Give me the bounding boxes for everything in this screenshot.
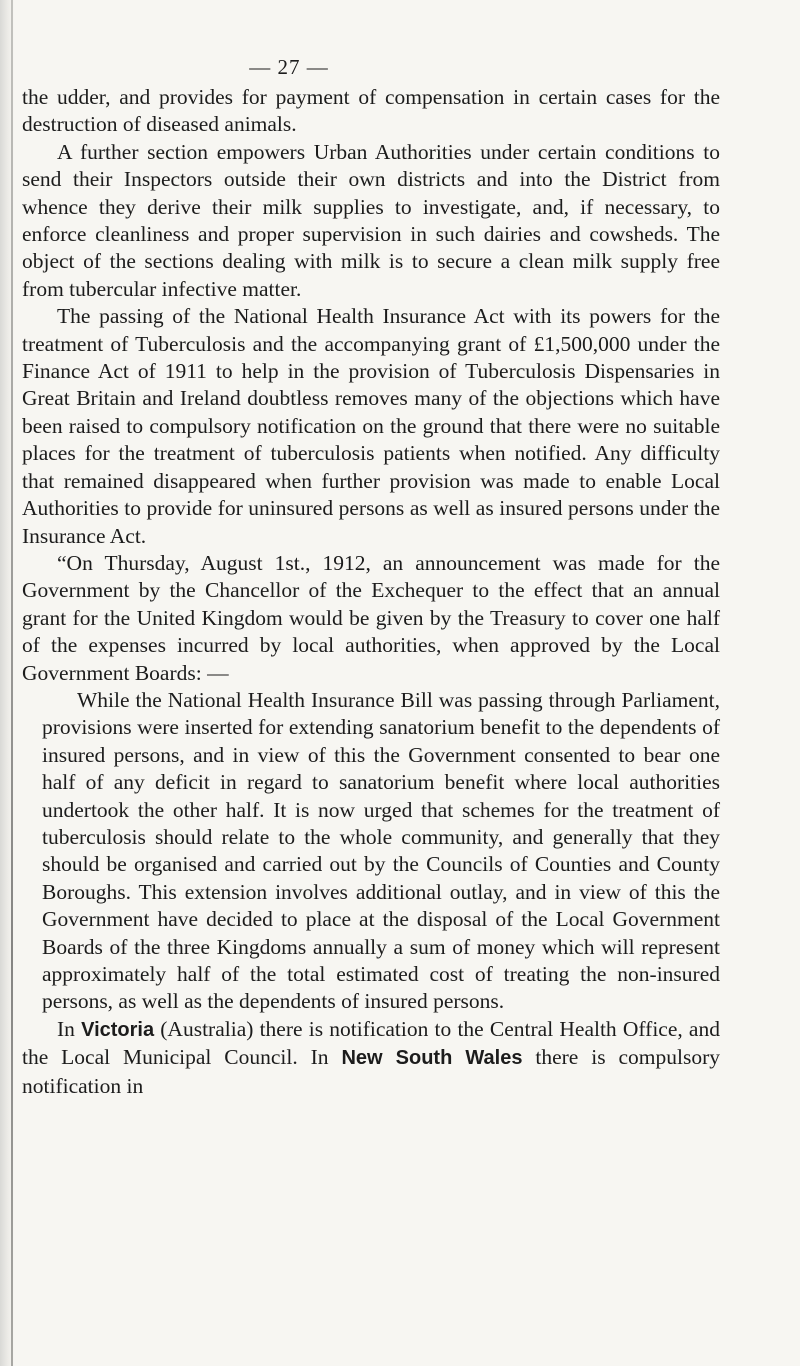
paragraph-announcement: “On Thursday, August 1st., 1912, an announcement was made for the Government by the Chancellor of the Exchequer to the effect that an annual grant for the United Kingdom would be given by the Treasury to cover one half of the expenses incurred by local authorities, when approved by the Local Government Boards: —	[22, 550, 720, 685]
paragraph-udder-continuation: the udder, and provides for payment of compensation in certain cases for the destruction of diseased animals.	[22, 85, 720, 137]
emphasis-victoria: Victoria	[81, 1018, 155, 1041]
text-fragment: there is compulsory notification in	[22, 1045, 720, 1098]
body-text	[22, 84, 720, 1100]
paragraph-urban-authorities: A further section empowers Urban Authorities under certain conditions to send their Inspectors outside their own districts and into the District from whence they derive their milk supplies to investigate, and, if necessary, to enforce cleanliness and proper supervision in such dairies and cowsheds. The object of the sections dealing with milk is to secure a clean milk supply free from tubercular infective matter.	[22, 139, 720, 301]
scan-binding-line	[11, 0, 13, 1366]
page-number: — 27 —	[249, 55, 329, 79]
text-fragment: In	[57, 1016, 82, 1041]
quoted-paragraph-sanatorium-benefit: While the National Health Insurance Bill was passing through Parliament, provisions were inserted for extending sanatorium benefit to the dependents of insured persons, and in view of this the Government consented to bear one half of any deficit in regard to sanatorium benefit where local authorities undertook the other half. It is now urged that schemes for the treatment of tuberculosis should relate to the whole community, and generally that they should be organised and carried out by the Councils of Counties and County Boroughs. This extension involves additional outlay, and in view of this the Government have decided to place at the disposal of the Local Government Boards of the three Kingdoms annually a sum of money which will represent approximately half of the total estimated cost of treating the non-insured persons, as well as the dependents of insured persons.	[42, 687, 720, 1014]
paragraph-national-health-insurance: The passing of the National Health Insurance Act with its powers for the treatment of Tuberculosis and the accompanying grant of £1,500,000 under the Finance Act of 1911 to help in the provision of Tuberculosis Dispensaries in Great Britain and Ireland doubtless removes many of the objections which have been raised to compulsory notification on the ground that there were no suitable places for the treatment of tuberculosis patients when notified. Any difficulty that remained disappeared when further provision was made to enable Local Authorities to provide for uninsured persons as well as insured persons under the Insurance Act.	[22, 304, 720, 548]
paragraph-australia	[22, 1016, 720, 1100]
text-fragment: (Australia) there is notification to the Central Health Office, and the Local Municipal Council. In	[22, 1016, 720, 1070]
emphasis-new-south-wales: New South Wales	[341, 1047, 523, 1070]
